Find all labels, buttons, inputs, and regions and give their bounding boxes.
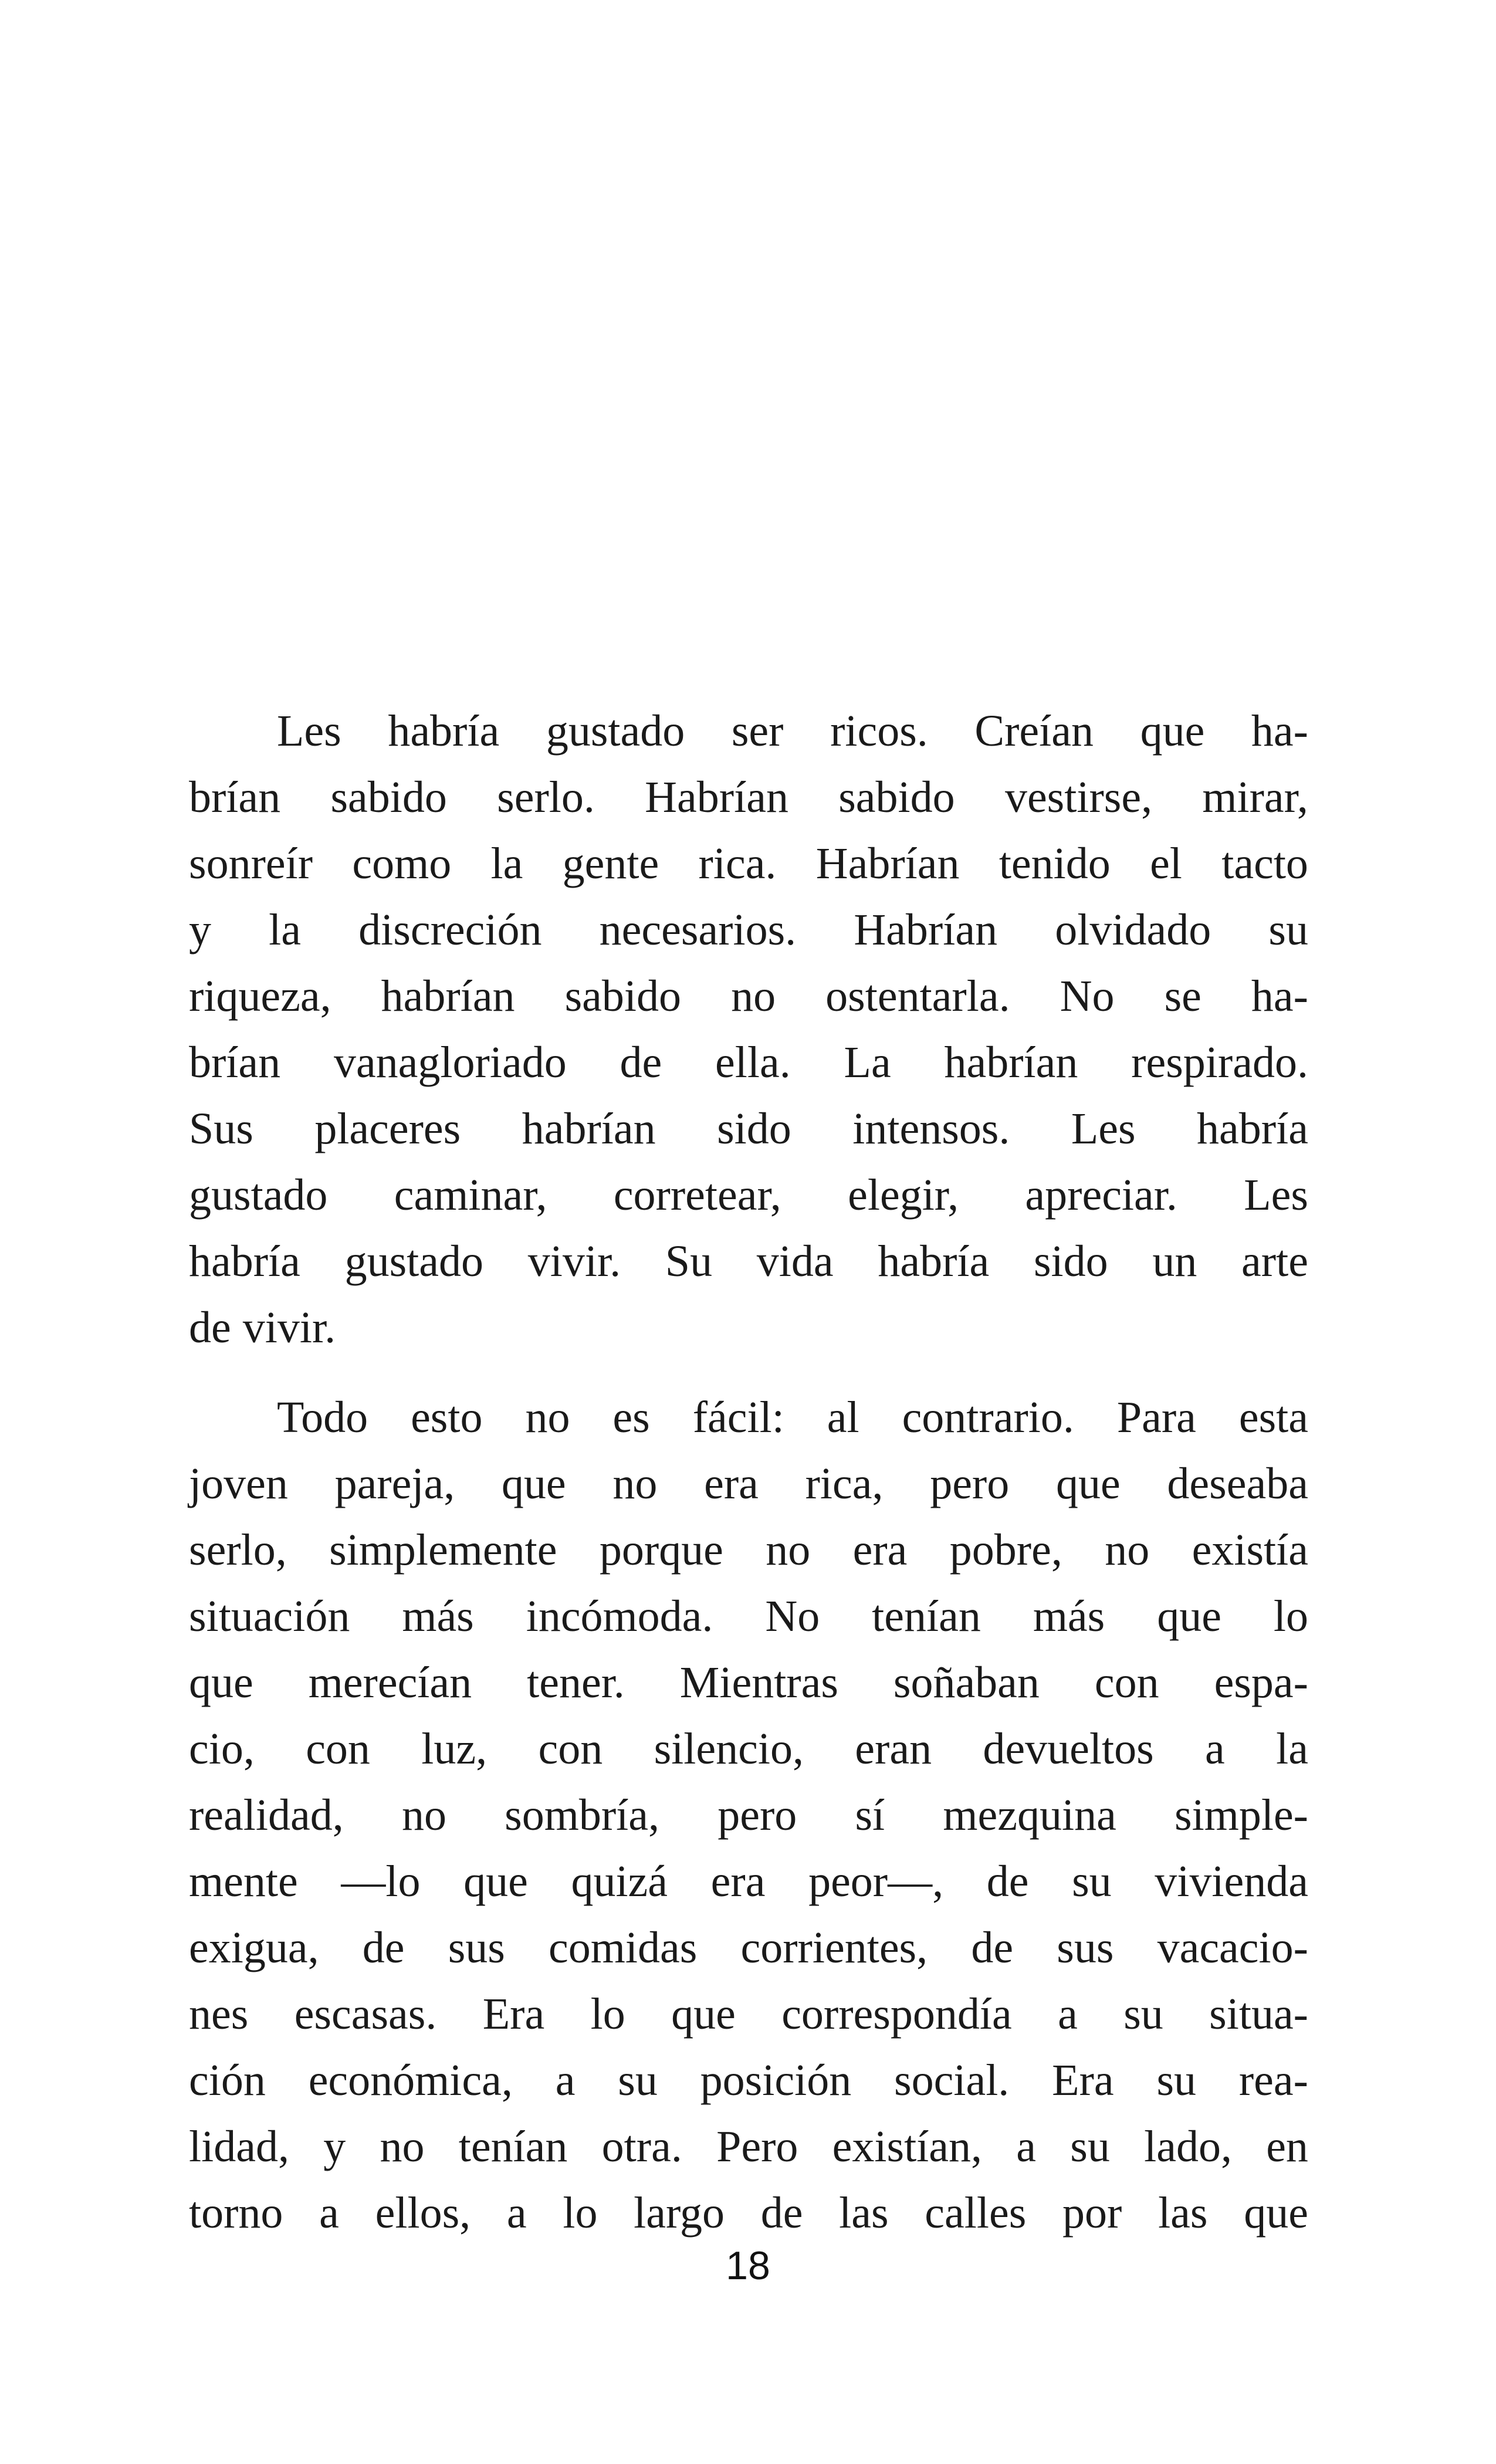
text-line: lidad, y no tenían otra. Pero existían, a su lado, en (189, 2122, 1308, 2171)
text-line: realidad, no sombría, pero sí mezquina simple- (189, 1791, 1308, 1840)
text-line: mente —lo que quizá era peor—, de su vivienda (189, 1857, 1308, 1906)
text-line: situación más incómoda. No tenían más que lo (189, 1592, 1308, 1641)
paragraph-2 (189, 1385, 1308, 2246)
text-line: sonreír como la gente rica. Habrían tenido el tacto (189, 839, 1308, 888)
text-line: Todo esto no es fácil: al contrario. Para esta (277, 1393, 1308, 1442)
text-line: ción económica, a su posición social. Era su rea- (189, 2056, 1308, 2105)
text-line: serlo, simplemente porque no era pobre, no existía (189, 1525, 1308, 1575)
text-line: y la discreción necesarios. Habrían olvidado su (189, 905, 1308, 955)
paragraph-1 (189, 698, 1308, 1361)
text-line: cio, con luz, con silencio, eran devueltos a la (189, 1724, 1308, 1773)
text-line: joven pareja, que no era rica, pero que deseaba (189, 1459, 1308, 1508)
text-line: que merecían tener. Mientras soñaban con espa- (189, 1658, 1308, 1707)
text-line: Les habría gustado ser ricos. Creían que ha- (277, 706, 1308, 756)
body-text (189, 698, 1308, 2246)
page-number: 18 (726, 2243, 770, 2288)
text-line: torno a ellos, a lo largo de las calles por las que (189, 2188, 1308, 2238)
text-line: de vivir. (189, 1303, 336, 1352)
text-line: brían sabido serlo. Habrían sabido vestirse, mirar, (189, 773, 1308, 822)
text-line: Sus placeres habrían sido intensos. Les habría (189, 1104, 1308, 1153)
text-line: habría gustado vivir. Su vida habría sido un arte (189, 1237, 1308, 1286)
text-line: exigua, de sus comidas corrientes, de sus vacacio- (189, 1923, 1308, 1972)
text-line: gustado caminar, corretear, elegir, apreciar. Les (189, 1170, 1308, 1220)
text-line: brían vanagloriado de ella. La habrían respirado. (189, 1038, 1308, 1087)
text-line: nes escasas. Era lo que correspondía a su situa- (189, 1989, 1308, 2039)
text-line: riqueza, habrían sabido no ostentarla. No se ha- (189, 972, 1308, 1021)
